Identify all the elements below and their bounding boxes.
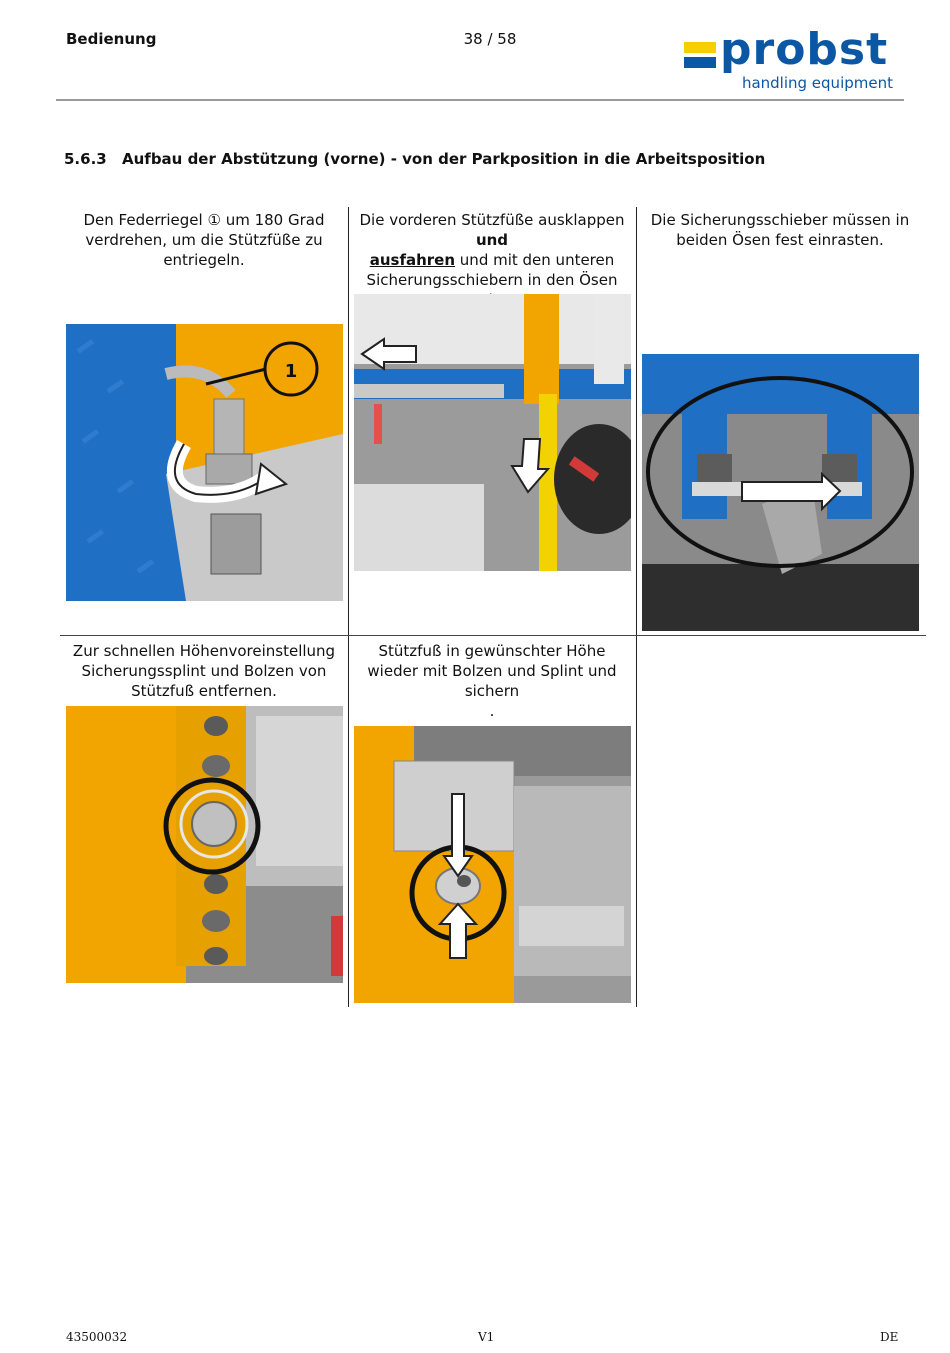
step-3-photo [642,354,919,631]
table-divider-1 [348,207,349,1007]
footer-language: DE [880,1330,899,1344]
svg-text:1: 1 [284,361,298,382]
logo-tagline: handling equipment [741,74,893,92]
footer-doc-number: 43500032 [66,1330,128,1344]
header-divider [56,99,904,101]
section-heading [64,150,765,168]
step-5-text: Stützfuß in gewünschter Höhe wieder mit Bolzen und Splint und sichern . [367,642,617,720]
step-5-photo [354,726,631,1003]
step-1-text: Den Federriegel ① um 180 Grad verdrehen, um die Stützfüße zu entriegeln. [83,211,325,269]
step-2-photo [354,294,631,571]
section-title: Aufbau der Abstützung (vorne) - von der Parkposition in die Arbeitsposition [122,150,766,168]
step-4-photo [66,706,343,983]
logo-bars-icon [684,42,716,70]
table-row-divider [60,635,926,636]
footer-version: V1 [478,1330,495,1344]
header-section-label: Bedienung [66,30,157,48]
step-2-text: Die vorderen Stützfüße ausklappen und ausfahren und mit den unteren Sicherungsschiebern in den Ösen [359,211,625,289]
probst-logo [682,24,897,96]
step-3-text: Die Sicherungsschieber müssen in beiden Ösen fest einrasten. [650,211,910,249]
step-4-text: Zur schnellen Höhenvoreinstellung Sicherungssplint und Bolzen von Stützfuß entfernen. [72,642,336,700]
step-1-photo [66,324,343,601]
section-number: 5.6.3 [64,150,107,168]
table-divider-2 [636,207,637,1007]
page-number: 38 / 58 [463,30,517,48]
logo-name: probst [720,24,889,75]
circled-one-icon: ① [207,211,221,229]
